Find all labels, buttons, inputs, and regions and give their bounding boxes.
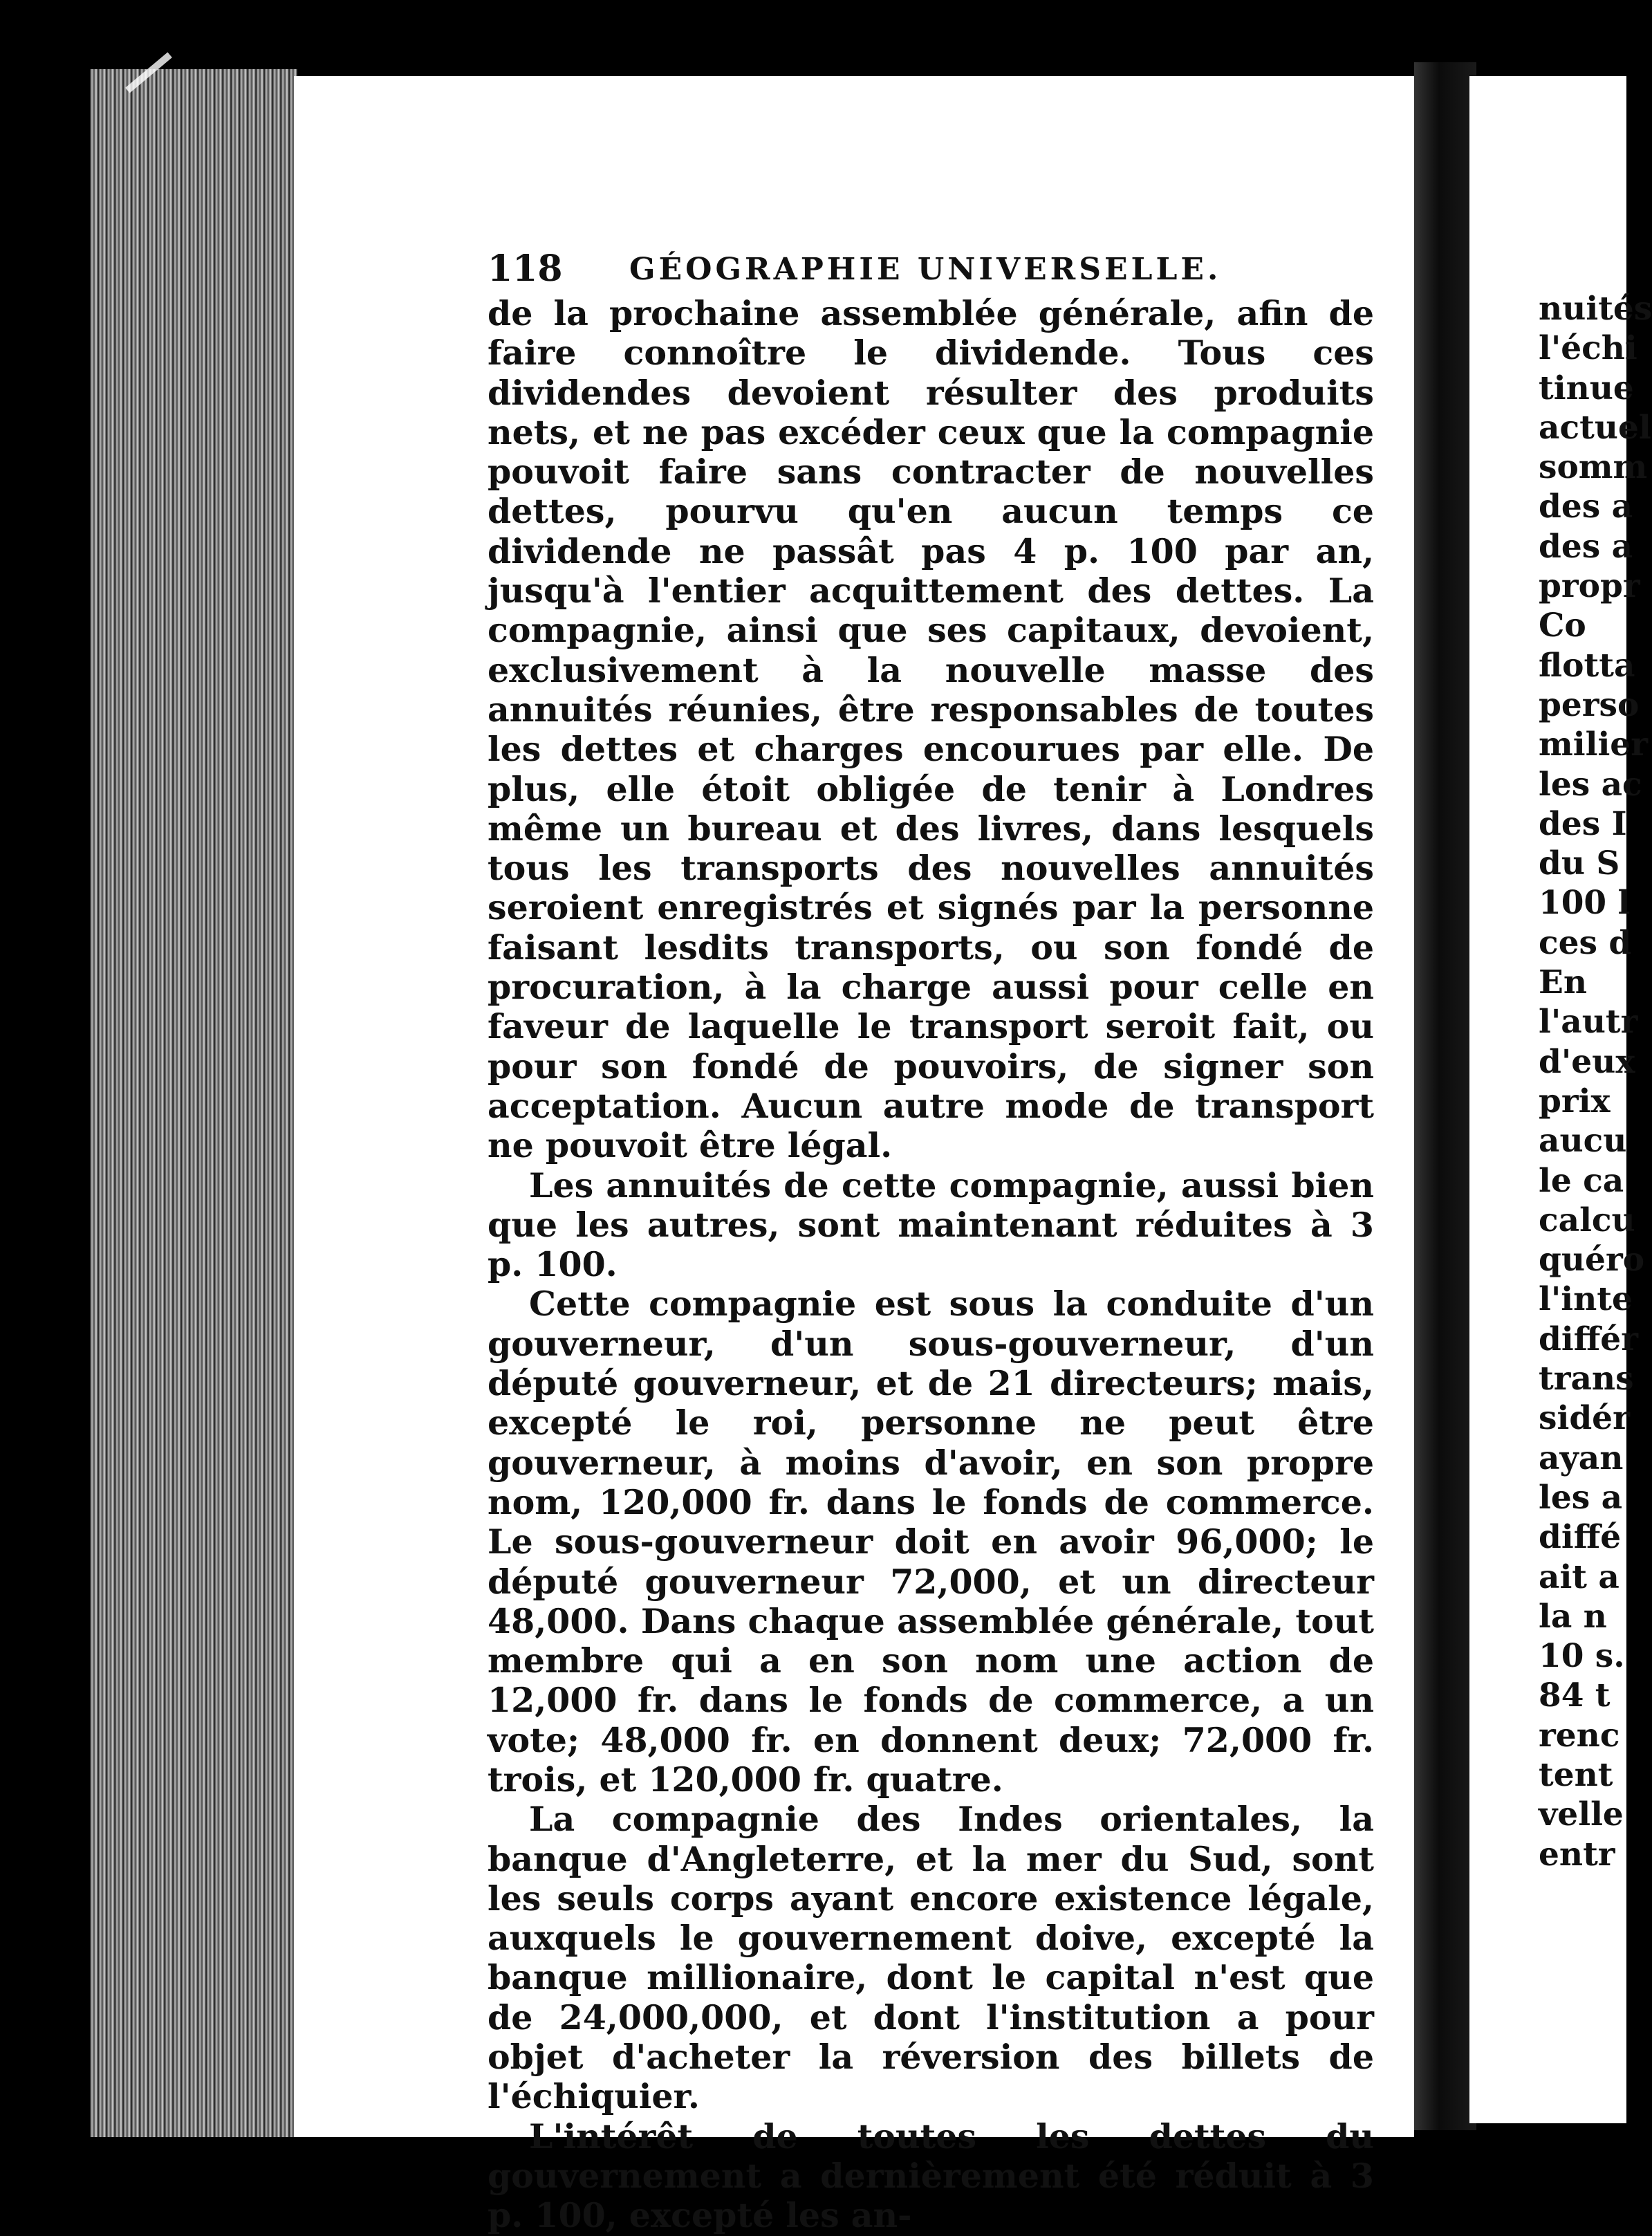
book-gutter	[1414, 62, 1476, 2130]
facing-page-line: des a	[1539, 527, 1633, 566]
facing-page-line: les a	[1539, 1478, 1623, 1517]
facing-page-line: flotta	[1539, 646, 1635, 685]
facing-page-line: d'eux	[1539, 1042, 1635, 1081]
facing-page-line: Co	[1539, 607, 1586, 645]
facing-page-line: ces d	[1539, 923, 1632, 962]
facing-page-line: trans	[1539, 1360, 1634, 1398]
page-edges-left	[90, 69, 297, 2137]
facing-page-line: prix	[1539, 1082, 1611, 1120]
facing-page-line: l'autr	[1539, 1003, 1638, 1042]
facing-page-line: la n	[1539, 1597, 1607, 1636]
paragraph: La compagnie des Indes orientales, la banque d'Angleterre, et la mer du Sud, sont les seuls corps ayant encore existence légale, auxquels le gouvernement doive, excepté la banque millionaire, dont le capital n'est que de 24,000,000, et dont l'institution a pour objet d'acheter la réversion des billets de l'échiquier.	[488, 1799, 1374, 2117]
facing-page-line: actuel	[1539, 408, 1651, 447]
facing-page-line: aucu	[1539, 1122, 1627, 1161]
paragraph: de la prochaine assemblée générale, afin de faire connoître le dividende. Tous ces dividendes devoient résulter des produits nets, et ne pas excéder ceux que la compagnie pouvoit faire sans contracter de nouvelles dettes, pourvu qu'en aucun temps ce dividende ne passât pas 4 p. 100 par an, jusqu'à l'entier acquittement des dettes. La compagnie, ainsi que ses capitaux, devoient, exclusivement à la nouvelle masse des annuités réunies, être responsables de toutes les dettes et charges encourues par elle. De plus, elle étoit obligée de tenir à Londres même un bureau et des livres, dans lesquels tous les transports des nouvelles annuités seroient enregistrés et signés par la personne faisant lesdits transports, ou son fondé de procuration, à la charge aussi pour celle en faveur de laquelle le transport seroit fait, ou pour son fondé de pouvoirs, de signer son acceptation. Aucun autre mode de transport ne pouvoit être légal.	[488, 293, 1374, 1166]
facing-page-line: velle	[1539, 1795, 1624, 1834]
facing-page-line: des I	[1539, 804, 1627, 843]
paragraph: Cette compagnie est sous la conduite d'un gouverneur, d'un sous-gouverneur, d'un député gouverneur, et de 21 directeurs; mais, excepté le roi, personne ne peut être gouverneur, à moins d'avoir, en son propre nom, 120,000 fr. dans le fonds de commerce. Le sous-gouverneur doit en avoir 96,000; le député gouverneur 72,000, et un directeur 48,000. Dans chaque assemblée générale, tout membre qui a en son nom une action de 12,000 fr. dans le fonds de commerce, a un vote; 48,000 fr. en donnent deux; 72,000 fr. trois, et 120,000 fr. quatre.	[488, 1284, 1374, 1800]
facing-page-line: différ	[1539, 1320, 1638, 1358]
facing-page-line: tent	[1539, 1755, 1613, 1794]
facing-page-line: les ac	[1539, 765, 1642, 804]
facing-page-line: ayan	[1539, 1439, 1624, 1477]
facing-page-line: En	[1539, 963, 1587, 1002]
facing-page-line: 84 t	[1539, 1676, 1611, 1715]
facing-page-line: des a	[1539, 488, 1633, 526]
facing-page-line: tinue	[1539, 369, 1634, 407]
facing-page-line: calcu	[1539, 1201, 1635, 1239]
facing-page-line: renc	[1539, 1716, 1620, 1755]
page-header	[488, 248, 1366, 289]
facing-page-line: ait a	[1539, 1558, 1619, 1596]
page-number: 118	[488, 248, 563, 290]
facing-page-line: du S	[1539, 844, 1620, 883]
facing-page-line: quéro	[1539, 1241, 1645, 1279]
facing-page-line: l'échi	[1539, 329, 1637, 368]
facing-page-line: l'inte	[1539, 1280, 1633, 1319]
facing-page-line: diffé	[1539, 1518, 1622, 1557]
running-title: GÉOGRAPHIE UNIVERSELLE.	[629, 252, 1222, 287]
paragraph: Les annuités de cette compagnie, aussi bien que les autres, sont maintenant réduites à 3 p. 100.	[488, 1165, 1374, 1285]
paragraph: L'intérêt de toutes les dettes du gouvernement a dernièrement été réduit à 3 p. 100, excepté les an-	[488, 2116, 1374, 2236]
facing-page-line: somm	[1539, 448, 1648, 487]
facing-page-text	[1539, 289, 1652, 1874]
facing-page-line: perso	[1539, 685, 1640, 724]
facing-page-line: propr	[1539, 567, 1640, 606]
facing-page-line: sidér	[1539, 1399, 1630, 1438]
facing-page-line: nuités	[1539, 290, 1652, 328]
facing-page-line: entr	[1539, 1835, 1615, 1874]
body-text	[488, 294, 1374, 2236]
facing-page-line: milier	[1539, 726, 1648, 764]
facing-page-line: 10 s.	[1539, 1637, 1625, 1676]
facing-page-line: 100 l	[1539, 884, 1631, 923]
facing-page-line: le ca	[1539, 1161, 1624, 1200]
